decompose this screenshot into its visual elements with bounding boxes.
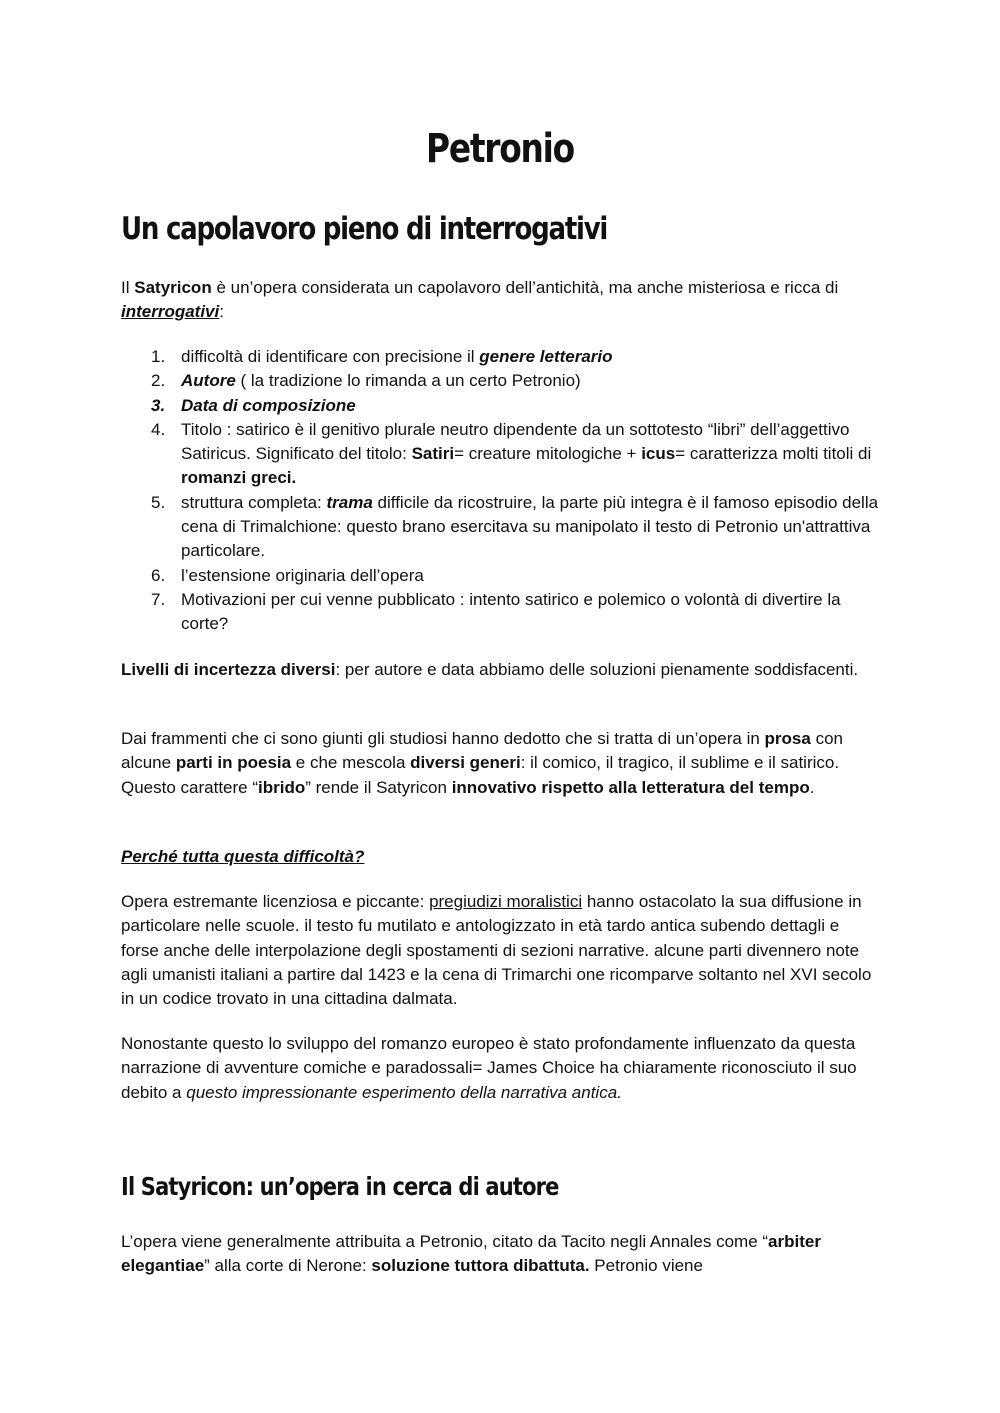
question-heading: Perché tutta questa difficoltà? (121, 847, 365, 866)
fragments-paragraph: Dai frammenti che ci sono giunti gli studiosi hanno dedotto che si tratta di un’opera in prosa con alcune parti in poesia e che mescola diversi generi: il comico, il tragico, il sublime e il satirico. Questo carattere “ibrido” rende il Satyricon innovativo rispetto alla letteratura del tempo. (121, 729, 843, 797)
interrogativi-list (121, 345, 881, 637)
page-title: Petronio (426, 126, 574, 172)
list-item: 5. struttura completa: trama difficile da ricostruire, la parte più integra è il famoso episodio della cena di Trimalchione: questo brano esercitava su manipolato il testo di Petronio un'attrattiva particolare. (151, 492, 879, 561)
attribution-paragraph: L’opera viene generalmente attribuita a Petronio, citato da Tacito negli Annales come “arbiter elegantiae” alla corte di Nerone: soluzione tuttora dibattuta. Petronio viene (121, 1232, 821, 1276)
list-item: 3. Data di composizione (151, 395, 356, 415)
levels-paragraph: Livelli di incertezza diversi: per autore e data abbiamo delle soluzioni pienamente soddisfacenti. (121, 660, 859, 679)
list-item: 4. Titolo : satirico è il genitivo plurale neutro dipendente da un sottotesto “libri” dell’aggettivo Satiricus. Significato del titolo: Satiri= creature mitologiche + icus= caratterizza molti titoli di romanzi greci. (151, 419, 872, 488)
intro-paragraph: Il Satyricon è un’opera considerata un capolavoro dell’antichità, ma anche misteriosa e ricca di interrogativi: (121, 278, 839, 322)
list-item: 7. Motivazioni per cui venne pubblicato : intento satirico e polemico o volontà di divertire la corte? (151, 589, 841, 634)
opera-paragraph: Opera estremante licenziosa e piccante: pregiudizi moralistici hanno ostacolato la sua diffusione in particolare nelle scuole. il testo fu mutilato e antologizzato in età tardo antica subendo dettagli e forse anche delle interpolazione degli spostamenti di sezioni narrative. alcune parti divennero note agli umanisti italiani a partire dal 1423 e la cena di Trimarchi one ricomparve soltanto nel XVI secolo in un codice trovato in una cittadina dalmata. (121, 892, 872, 1009)
section-heading-autore: Il Satyricon: un’opera in cerca di autore (121, 1172, 559, 1201)
list-item: 2. Autore ( la tradizione lo rimanda a un certo Petronio) (151, 371, 581, 391)
list-item: 6. l’estensione originaria dell’opera (151, 565, 424, 585)
section-heading-capolavoro: Un capolavoro pieno di interrogativi (121, 211, 608, 247)
list-item: 1. difficoltà di identificare con precisione il genere letterario (151, 347, 613, 366)
nonostante-paragraph: Nonostante questo lo sviluppo del romanzo europeo è stato profondamente influenzato da questa narrazione di avventure comiche e paradossali= James Choice ha chiaramente riconosciuto il suo debito a questo impressionante esperimento della narrativa antica. (121, 1034, 857, 1102)
